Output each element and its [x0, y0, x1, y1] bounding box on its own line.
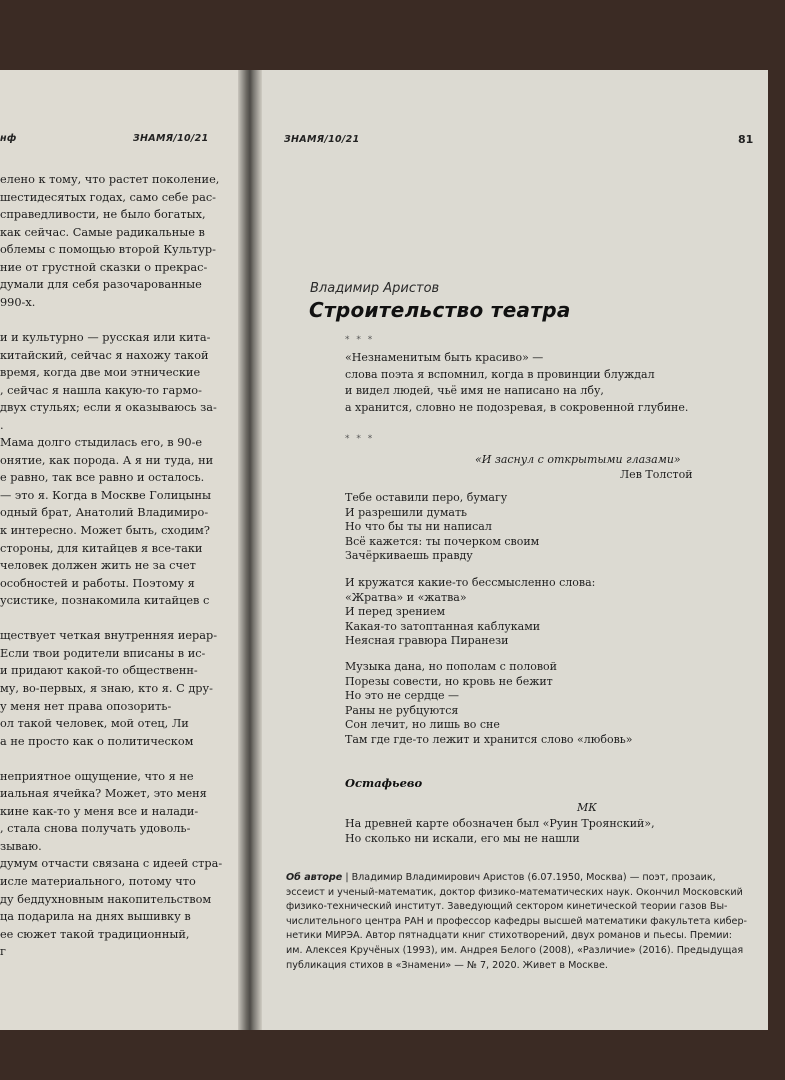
left-text-line: усистике, познакомила китайцев с: [0, 594, 210, 608]
left-text-line: .: [0, 418, 4, 432]
verse-line: Там где где-то лежит и хранится слово «любовь»: [345, 732, 633, 746]
about-text: | Владимир Владимирович Аристов (6.07.1950, Москва) — поэт, прозаик,: [342, 872, 716, 883]
left-text-line: Если твои родители вписаны в ис-: [0, 646, 206, 660]
left-text-line: зываю.: [0, 839, 42, 853]
poem-author: Владимир Аристов: [310, 281, 440, 296]
left-text-line: человек должен жить не за счет: [0, 559, 196, 573]
left-text-line: двух стульях; если я оказываюсь за-: [0, 401, 217, 415]
left-text-line: ол такой человек, мой отец, Ли: [0, 717, 189, 731]
verse-line: Всё кажется: ты почерком своим: [345, 534, 540, 548]
left-page: [0, 70, 238, 1030]
left-text-line: одный брат, Анатолий Владимиро-: [0, 506, 209, 520]
left-text-line: онятие, как порода. А я ни туда, ни: [0, 453, 214, 467]
left-text-line: 990-х.: [0, 295, 36, 309]
about-label: Об авторе: [286, 872, 343, 883]
section-divider-stars: * * *: [345, 434, 375, 444]
verse-line: На древней карте обозначен был «Руин Троянский»,: [345, 817, 655, 830]
poem-title: Строительство театра: [309, 298, 571, 322]
left-text-line: и и культурно — русская или кита-: [0, 330, 211, 344]
left-text-line: ца подарила на днях вышивку в: [0, 910, 191, 924]
left-text-line: кине как-то у меня все и налади-: [0, 804, 199, 818]
left-text-line: думум отчасти связана с идеей стра-: [0, 857, 223, 871]
left-text-line: как сейчас. Самые радикальные в: [0, 225, 205, 239]
left-text-line: стороны, для китайцев я все-таки: [0, 541, 203, 555]
left-text-line: у меня нет права опозорить-: [0, 699, 172, 713]
left-text-line: ее сюжет такой традиционный,: [0, 927, 190, 941]
left-text-line: — это я. Когда в Москве Голицыны: [0, 488, 212, 502]
left-text-line: е равно, так все равно и осталось.: [0, 471, 205, 485]
left-text-line: иальная ячейка? Может, это меня: [0, 787, 207, 801]
epigraph-author: Лев Толстой: [620, 468, 693, 481]
verse-line: Неясная гравюра Пиранези: [345, 634, 509, 647]
left-text-line: особностей и работы. Поэтому я: [0, 576, 195, 590]
verse-line: слова поэта я вспомнил, когда в провинции блуждал: [345, 367, 655, 381]
left-text-line: ществует четкая внутренняя иерар-: [0, 629, 218, 643]
left-text-line: ду беддухновным накопительством: [0, 892, 212, 906]
verse-line: Зачёркиваешь правду: [345, 549, 473, 562]
left-section-label: нф: [0, 133, 17, 144]
book-gutter: [238, 70, 262, 1030]
left-text-line: к интересно. Может быть, сходим?: [0, 524, 210, 537]
about-text-line: нетики МИРЭА. Автор пятнадцати книг стихотворений, двух романов и пьесы. Премии:: [286, 930, 732, 942]
verse-line: И кружатся какие-то бессмысленно слова:: [345, 576, 596, 589]
left-page-text: [0, 70, 238, 1030]
verse-line: а хранится, словно не подозревая, в сокровенной глубине.: [345, 400, 689, 414]
verse-line: Музыка дана, но пополам с половой: [345, 660, 557, 673]
left-text-line: неприятное ощущение, что я не: [0, 769, 194, 783]
about-text-line: эссеист и ученый-математик, доктор физико-математических наук. Окончил Московский: [286, 886, 743, 898]
left-text-line: му, во-первых, я знаю, кто я. С дру-: [0, 681, 214, 695]
verse-line: «Жратва» и «жатва»: [345, 590, 467, 604]
page-number: 81: [738, 133, 754, 146]
verse-line: Какая-то затоптанная каблуками: [345, 619, 541, 633]
left-text-line: исле материального, потому что: [0, 875, 196, 888]
left-text-line: думали для себя разочарованные: [0, 278, 202, 292]
poem-subtitle: Остафьево: [345, 776, 423, 790]
about-first-line: [286, 872, 756, 883]
section-divider-stars: * * *: [345, 335, 375, 345]
scan-background-right: [768, 0, 785, 1080]
left-text-line: справедливости, не было богатых,: [0, 208, 206, 222]
verse-line: Порезы совести, но кровь не бежит: [345, 674, 553, 688]
left-text-line: а не просто как о политическом: [0, 734, 194, 748]
left-text-line: , стала снова получать удоволь-: [0, 822, 191, 836]
verse-line: И перед зрением: [345, 605, 446, 618]
verse-line: Сон лечит, но лишь во сне: [345, 718, 500, 731]
verse-line: Тебе оставили перо, бумагу: [345, 491, 508, 504]
left-text-line: , сейчас я нашла какую-то гармо-: [0, 383, 202, 397]
verse-line: «Незнаменитым быть красиво» —: [345, 351, 544, 364]
scan-background-bottom: [0, 1030, 785, 1080]
left-text-line: ние от грустной сказки о прекрас-: [0, 260, 208, 274]
right-page: [262, 70, 768, 1030]
left-text-line: г: [0, 945, 6, 959]
left-text-line: елено к тому, что растет поколение,: [0, 173, 220, 186]
verse-line: Раны не рубцуются: [345, 703, 459, 717]
right-running-header: ЗНАМЯ/10/21: [284, 134, 360, 145]
left-text-line: шестидесятых годах, само себе рас-: [0, 190, 216, 204]
left-text-line: время, когда две мои этнические: [0, 366, 201, 380]
verse-line: и видел людей, чьё имя не написано на лбу,: [345, 384, 604, 397]
about-text-line: им. Алексея Кручёных (1993), им. Андрея Белого (2008), «Различие» (2016). Предыдущая: [286, 945, 744, 956]
about-text-line: публикация стихов в «Знамени» — № 7, 2020. Живет в Москве.: [286, 959, 608, 971]
about-text-line: числительного центра РАН и профессор кафедры высшей математики факультета кибер-: [286, 915, 747, 927]
left-text-line: и придают какой-то общественн-: [0, 664, 198, 678]
epigraph: «И заснул с открытыми глазами»: [475, 453, 681, 466]
left-running-header: ЗНАМЯ/10/21: [133, 133, 209, 144]
scan-background-top: [0, 0, 785, 70]
dedication: МК: [577, 801, 597, 814]
verse-line: Но сколько ни искали, его мы не нашли: [345, 831, 580, 845]
verse-line: И разрешили думать: [345, 505, 468, 519]
verse-line: Но это не сердце —: [345, 689, 459, 702]
left-text-line: облемы с помощью второй Культур-: [0, 243, 216, 257]
left-text-line: китайский, сейчас я нахожу такой: [0, 348, 209, 362]
about-text-line: физико-технический институт. Заведующий сектором кинетической теории газов Вы-: [286, 901, 728, 913]
verse-line: Но что бы ты ни написал: [345, 520, 492, 533]
left-text-line: Мама долго стыдилась его, в 90-е: [0, 436, 203, 450]
